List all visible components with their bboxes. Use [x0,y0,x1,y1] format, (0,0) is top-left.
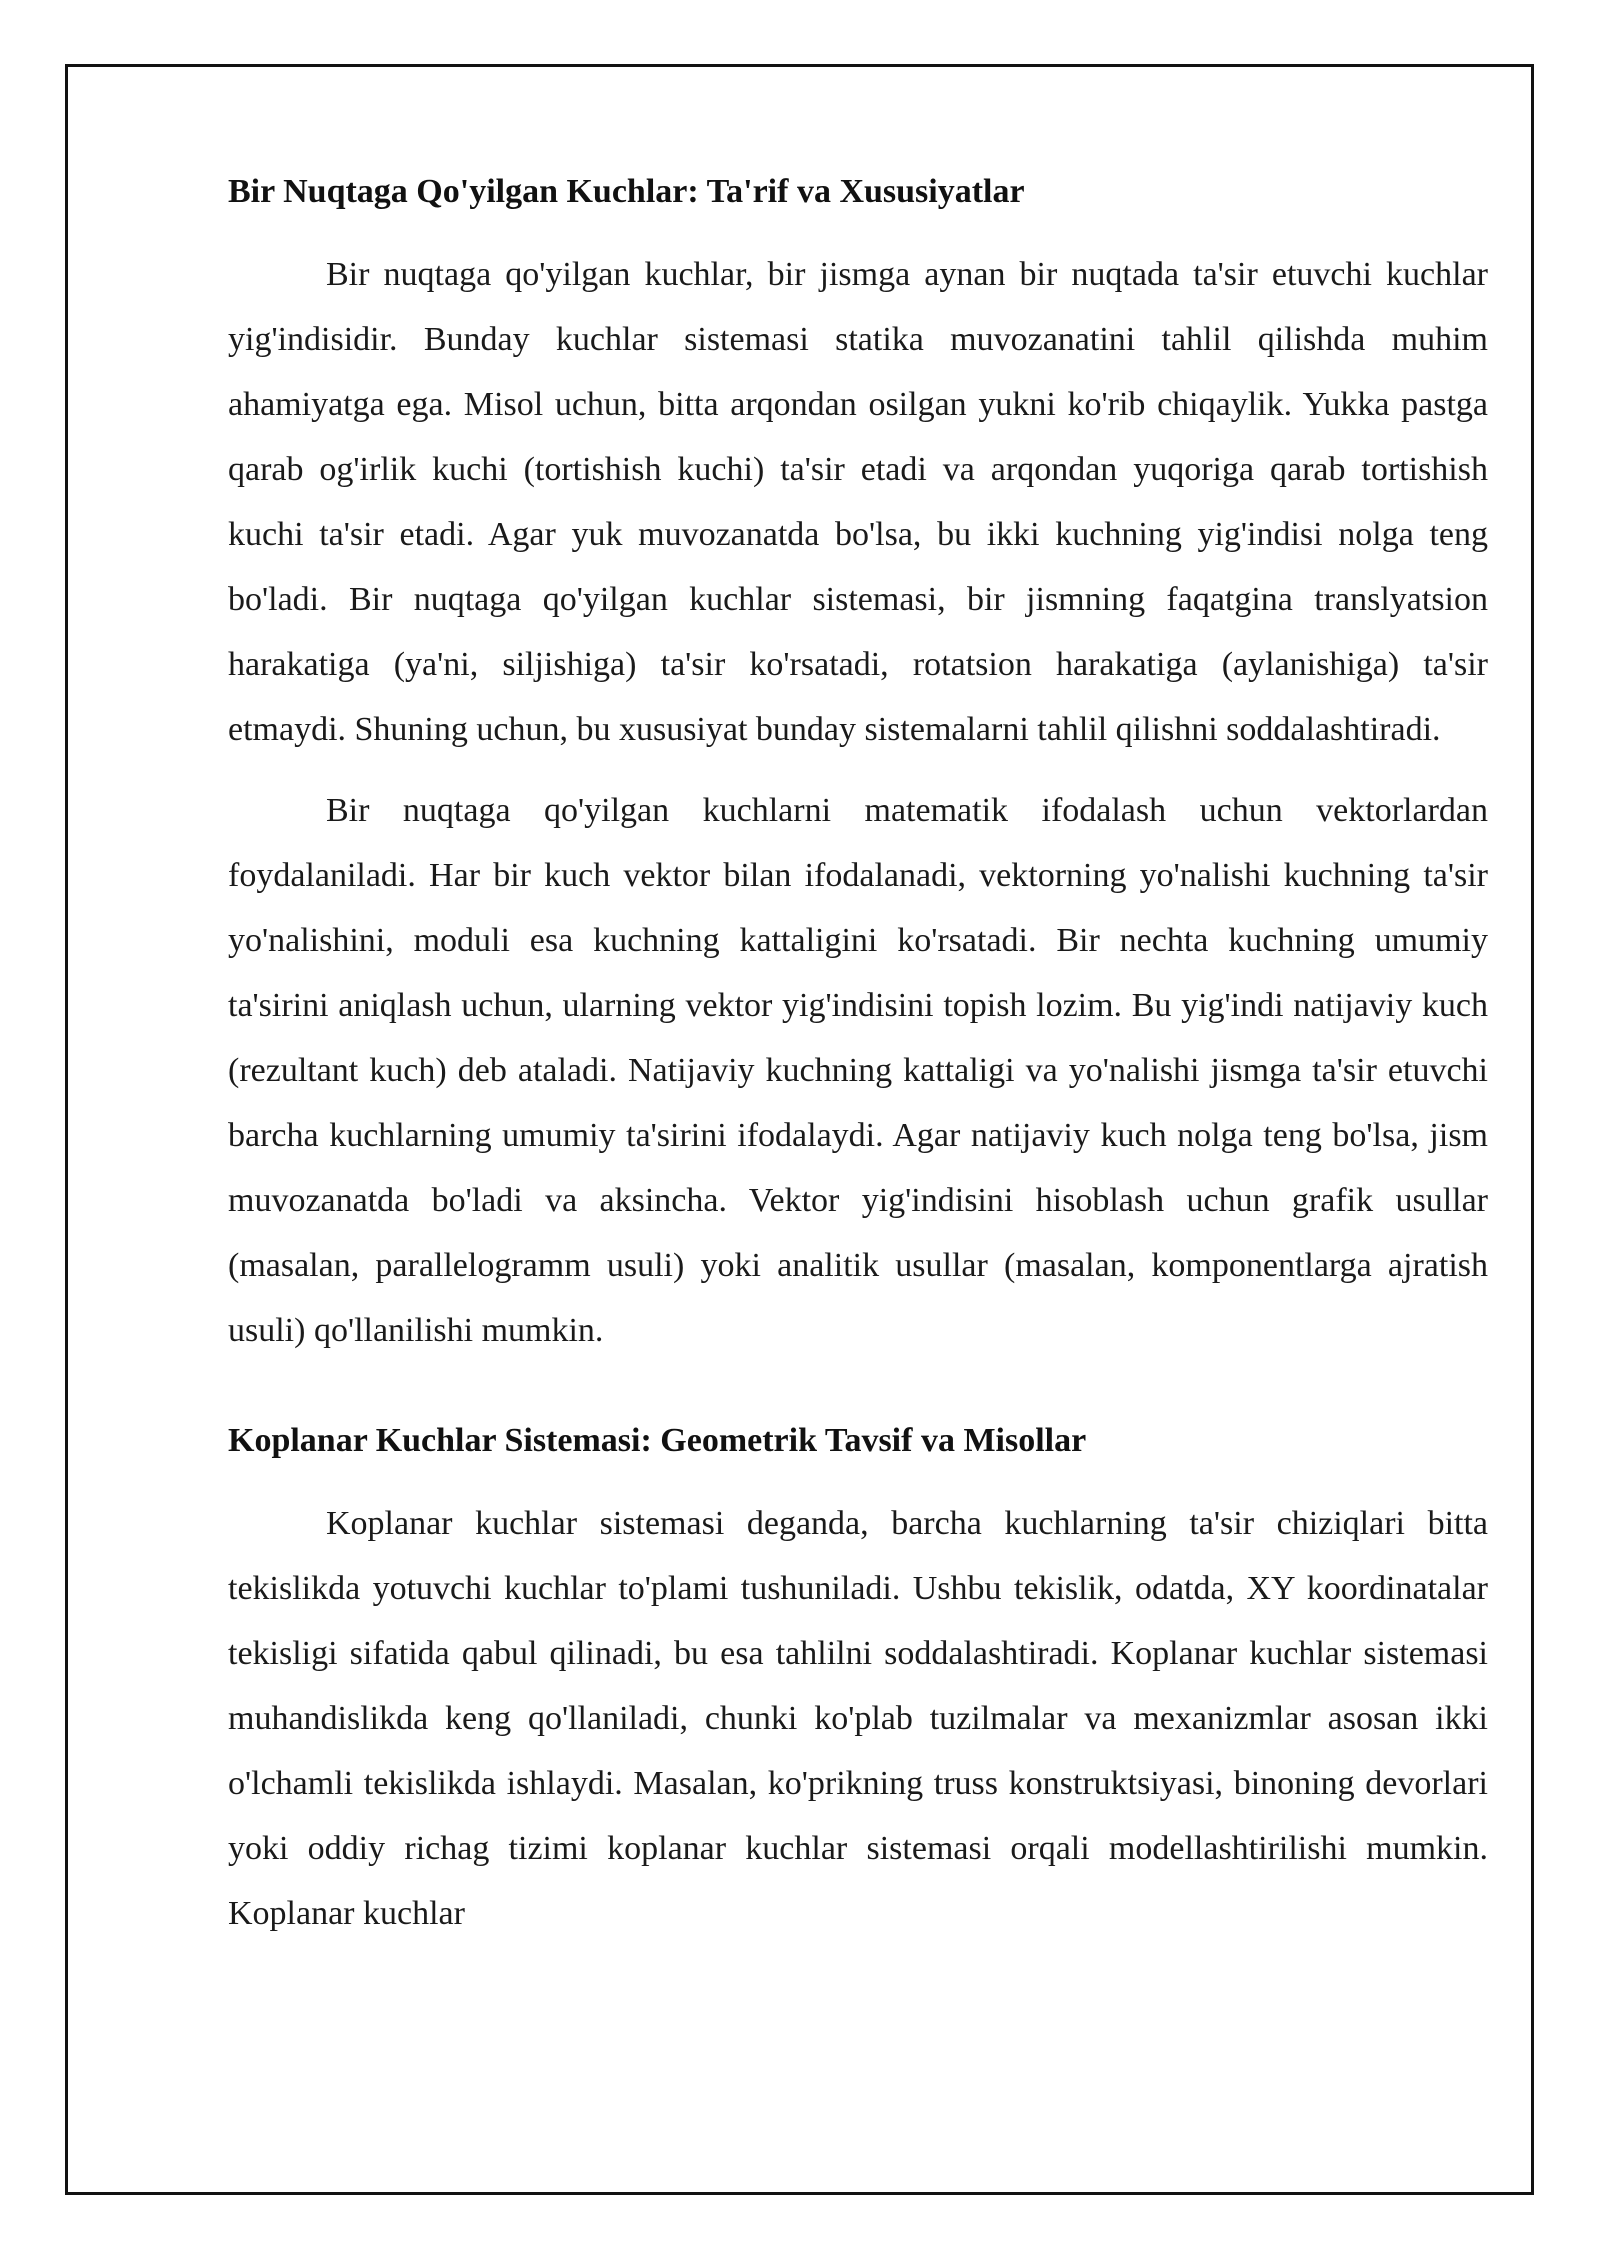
section-2-paragraph-1: Koplanar kuchlar sistemasi deganda, barcha kuchlarning ta'sir chiziqlari bitta tekislikda yotuvchi kuchlar to'plami tushuniladi. Ushbu tekislik, odatda, XY koordinatalar tekisligi sifatida qabul qilinadi, bu esa tahlilni soddalashtiradi. Koplanar kuchlar sistemasi muhandislikda keng qo'llaniladi, chunki ko'plab tuzilmalar va mexanizmlar asosan ikki o'lchamli tekislikda ishlaydi. Masalan, ko'prikning truss konstruktsiyasi, binoning devorlari yoki oddiy richag tizimi koplanar kuchlar sistemasi orqali modellashtirilishi mumkin. Koplanar kuchlar [228,1505,1488,1932]
section-heading-1: Bir Nuqtaga Qo'yilgan Kuchlar: Ta'rif va Xususiyatlar [228,173,1025,210]
section-heading-2: Koplanar Kuchlar Sistemasi: Geometrik Tavsif va Misollar [228,1422,1087,1459]
document-body [228,170,1488,1962]
section-1-paragraph-1: Bir nuqtaga qo'yilgan kuchlar, bir jismga aynan bir nuqtada ta'sir etuvchi kuchlar yig'indisidir. Bunday kuchlar sistemasi statika muvozanatini tahlil qilishda muhim ahamiyatga ega. Misol uchun, bitta arqondan osilgan yukni ko'rib chiqaylik. Yukka pastga qarab og'irlik kuchi (tortishish kuchi) ta'sir etadi va arqondan yuqoriga qarab tortishish kuchi ta'sir etadi. Agar yuk muvozanatda bo'lsa, bu ikki kuchning yig'indisi nolga teng bo'ladi. Bir nuqtaga qo'yilgan kuchlar sistemasi, bir jismning faqatgina translyatsion harakatiga (ya'ni, siljishiga) ta'sir ko'rsatadi, rotatsion harakatiga (aylanishiga) ta'sir etmaydi. Shuning uchun, bu xususiyat bunday sistemalarni tahlil qilishni soddalashtiradi. [228,256,1488,748]
section-1-paragraph-2: Bir nuqtaga qo'yilgan kuchlarni matematik ifodalash uchun vektorlardan foydalaniladi. Har bir kuch vektor bilan ifodalanadi, vektorning yo'nalishi kuchning ta'sir yo'nalishini, moduli esa kuchning kattaligini ko'rsatadi. Bir nechta kuchning umumiy ta'sirini aniqlash uchun, ularning vektor yig'indisini topish lozim. Bu yig'indi natijaviy kuch (rezultant kuch) deb ataladi. Natijaviy kuchning kattaligi va yo'nalishi jismga ta'sir etuvchi barcha kuchlarning umumiy ta'sirini ifodalaydi. Agar natijaviy kuch nolga teng bo'lsa, jism muvozanatda bo'ladi va aksincha. Vektor yig'indisini hisoblash uchun grafik usullar (masalan, parallelogramm usuli) yoki analitik usullar (masalan, komponentlarga ajratish usuli) qo'llanilishi mumkin. [228,792,1488,1349]
